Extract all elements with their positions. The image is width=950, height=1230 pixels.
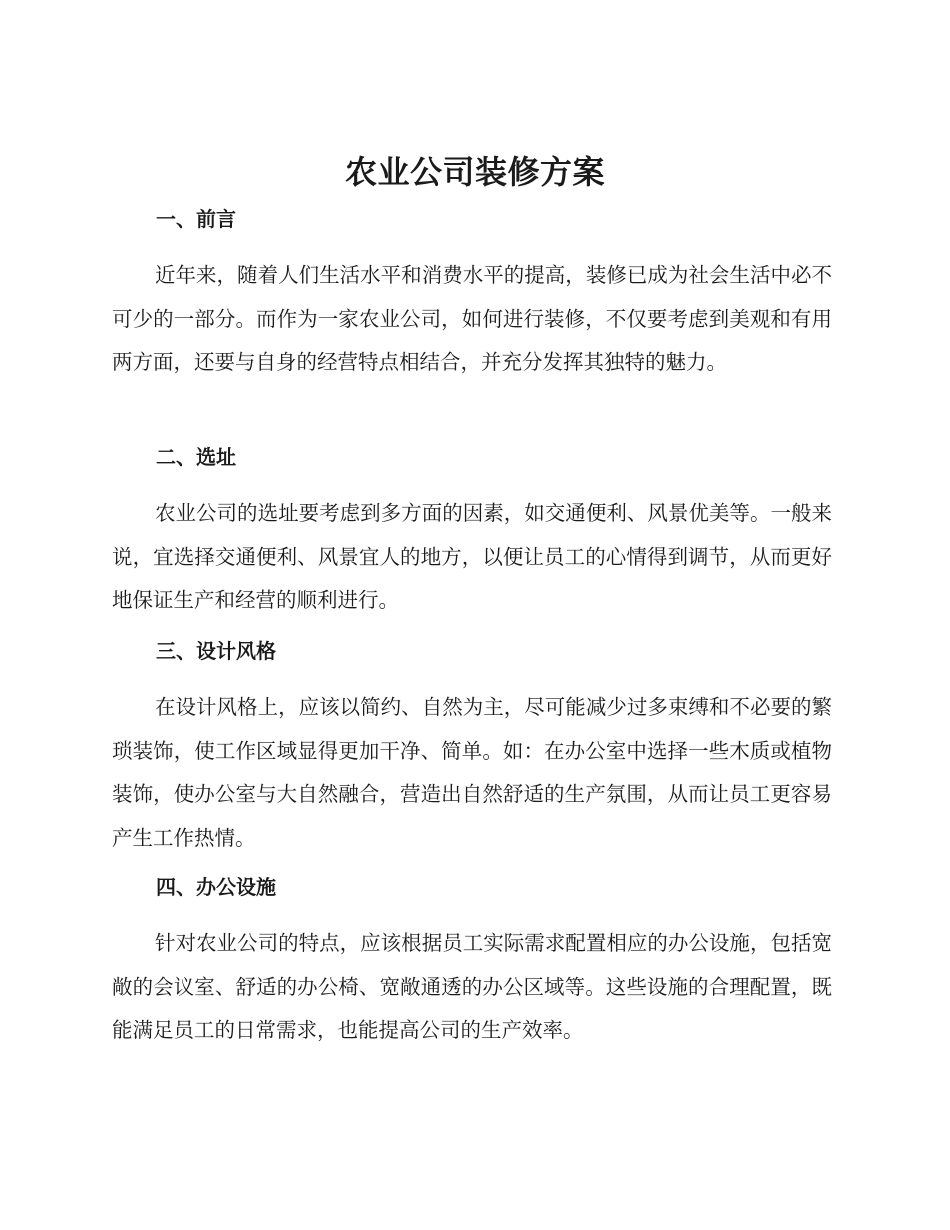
section-heading-site-selection: 二、选址: [156, 445, 236, 469]
section-heading-preface: 一、前言: [156, 207, 236, 231]
section-body-site-selection: 农业公司的选址要考虑到多方面的因素，如交通便利、风景优美等。一般来说，宜选择交通便利、风景宜人的地方，以便让员工的心情得到调节，从而更好地保证生产和经营的顺利进行。: [112, 501, 832, 612]
section-body-design-style: 在设计风格上，应该以简约、自然为主，尽可能减少过多束缚和不必要的繁琐装饰，使工作区域显得更加干净、简单。如：在办公室中选择一些木质或植物装饰，使办公室与大自然融合，营造出自然舒适的生产氛围，从而让员工更容易产生工作热情。: [112, 695, 832, 850]
document-title: 农业公司装修方案: [344, 153, 605, 191]
section-body-preface: 近年来，随着人们生活水平和消费水平的提高，装修已成为社会生活中必不可少的一部分。而作为一家农业公司，如何进行装修，不仅要考虑到美观和有用两方面，还要与自身的经营特点相结合，并充分发挥其独特的魅力。: [112, 263, 832, 374]
section-heading-design-style: 三、设计风格: [156, 639, 276, 663]
section-body-office-facilities: 针对农业公司的特点，应该根据员工实际需求配置相应的办公设施，包括宽敞的会议室、舒适的办公椅、宽敞通透的办公区域等。这些设施的合理配置，既能满足员工的日常需求，也能提高公司的生产效率。: [112, 931, 832, 1042]
section-heading-office-facilities: 四、办公设施: [156, 875, 276, 899]
